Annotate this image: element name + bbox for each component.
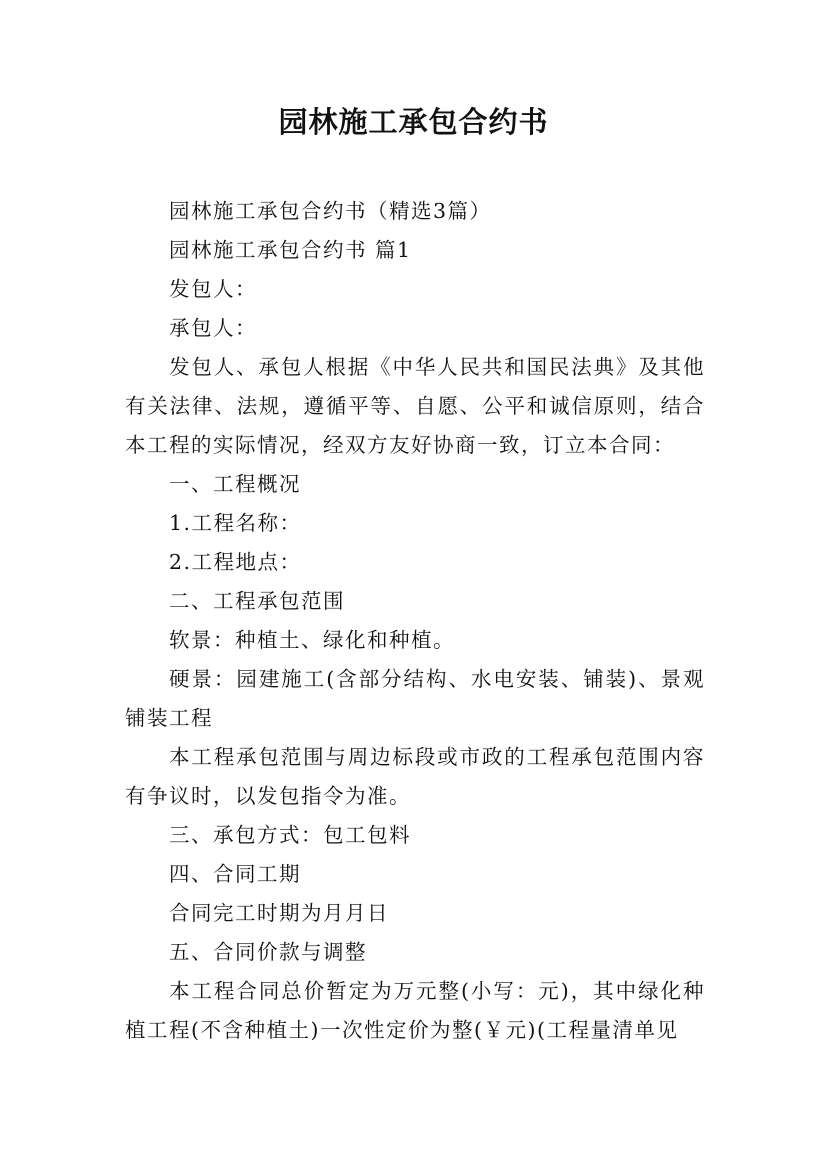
paragraph-section-heading: 园林施工承包合约书 篇1 bbox=[169, 238, 412, 262]
paragraph-heading-price: 五、合同价款与调整 bbox=[169, 940, 367, 964]
paragraph-scope-dispute: 本工程承包范围与周边标段或市政的工程承包范围内容有争议时，以发包指令为准。 bbox=[125, 745, 705, 808]
paragraph-preamble: 发包人、承包人根据《中华人民共和国民法典》及其他有关法律、法规，遵循平等、自愿、公平和诚信原则，结合本工程的实际情况，经双方友好协商一致，订立本合同： bbox=[125, 355, 705, 457]
paragraph-employer: 发包人： bbox=[169, 277, 257, 301]
paragraph-heading-duration: 四、合同工期 bbox=[169, 862, 301, 886]
paragraph-project-name: 1.工程名称： bbox=[169, 511, 302, 535]
paragraph-softscape: 软景：种植土、绿化和种植。 bbox=[169, 628, 455, 652]
paragraph-contractor: 承包人： bbox=[169, 316, 257, 340]
document-body bbox=[125, 192, 705, 1050]
paragraph-heading-overview: 一、工程概况 bbox=[169, 472, 301, 496]
paragraph-hardscape: 硬景：园建施工(含部分结构、水电安装、铺装)、景观铺装工程 bbox=[125, 667, 705, 730]
paragraph-heading-scope: 二、工程承包范围 bbox=[169, 589, 345, 613]
paragraph-subtitle: 园林施工承包合约书（精选3篇） bbox=[169, 199, 492, 223]
document-title: 园林施工承包合约书 bbox=[278, 105, 549, 139]
paragraph-project-location: 2.工程地点： bbox=[169, 550, 302, 574]
paragraph-contract-mode: 三、承包方式：包工包料 bbox=[169, 823, 411, 847]
paragraph-completion-date: 合同完工时期为月月日 bbox=[169, 901, 389, 925]
paragraph-contract-price: 本工程合同总价暂定为万元整(小写：元)，其中绿化种植工程(不含种植土)一次性定价为整(￥元)(工程量清单见 bbox=[125, 979, 705, 1042]
